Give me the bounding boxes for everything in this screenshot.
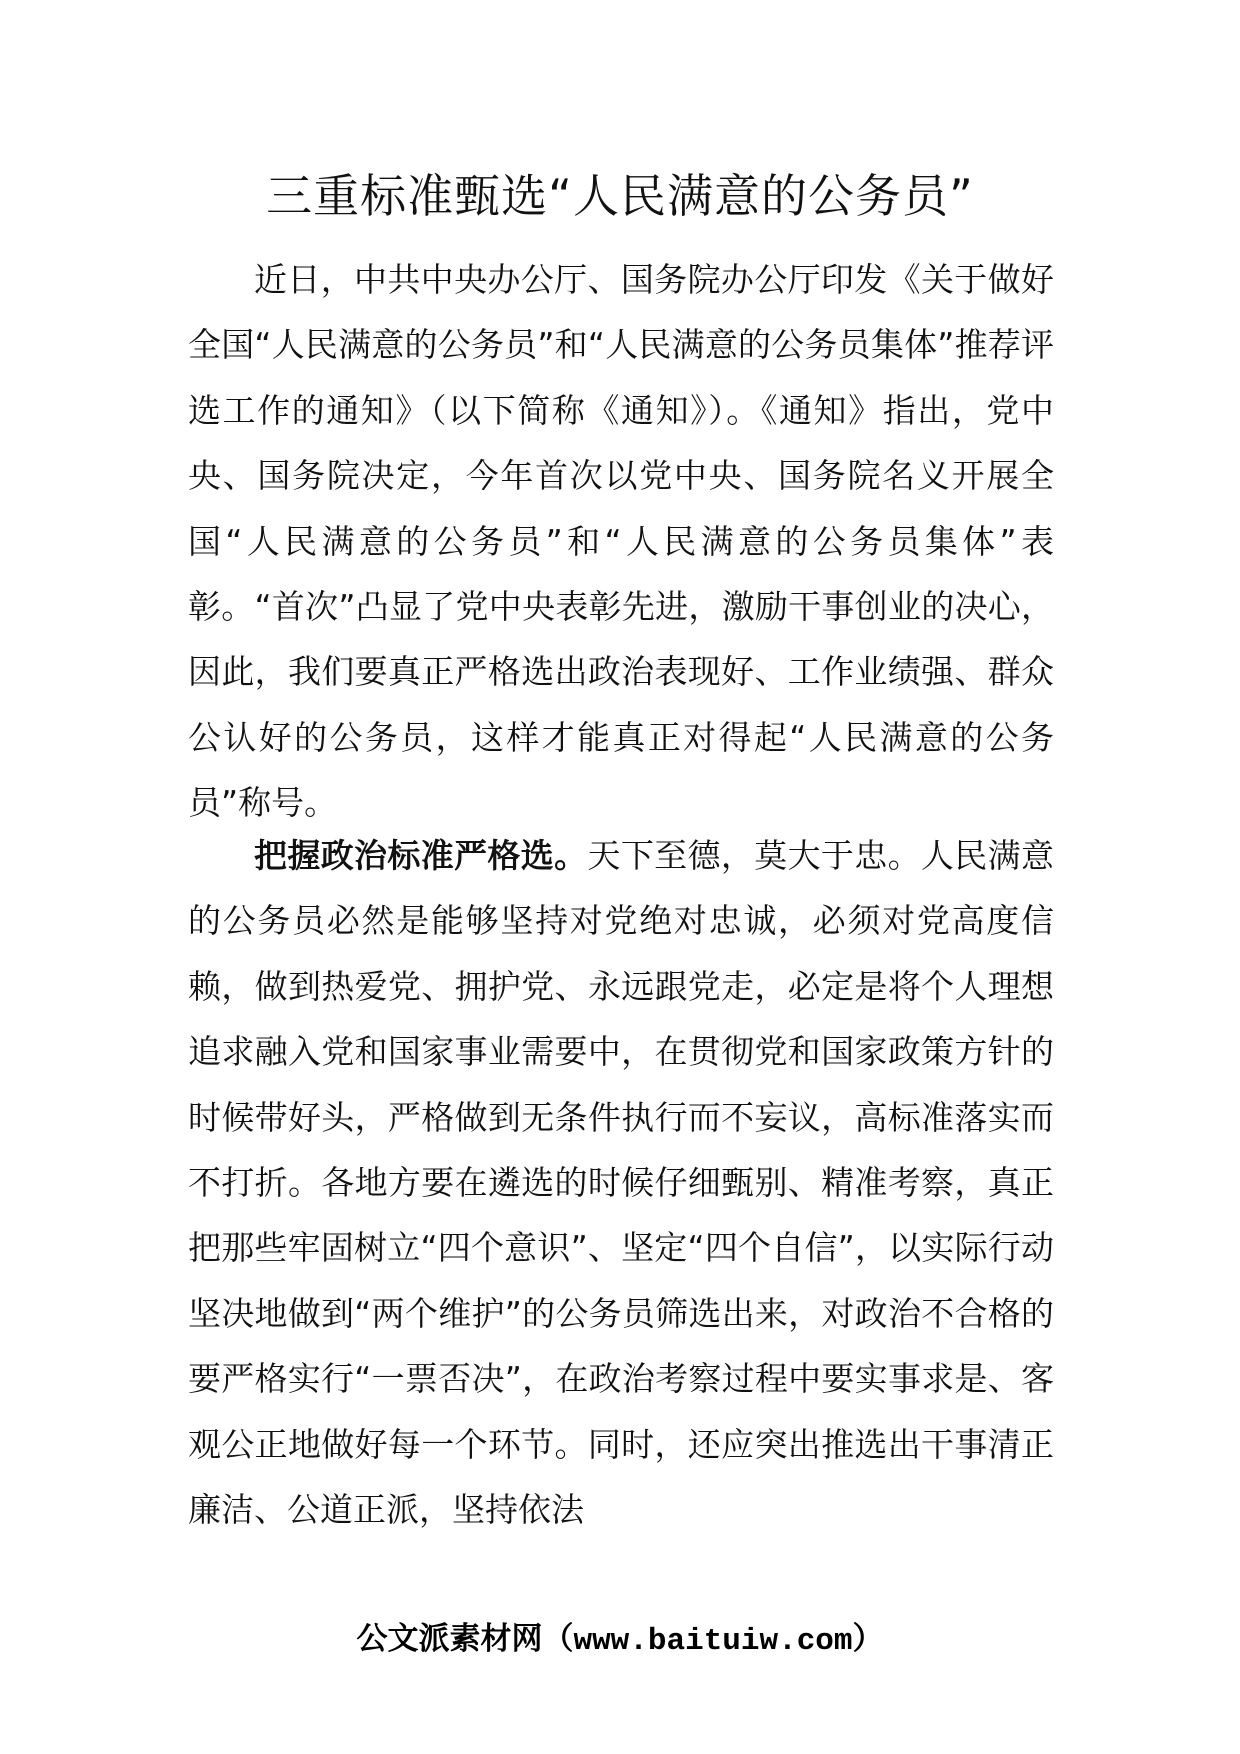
paragraph-intro-text: 近日，中共中央办公厅、国务院办公厅印发《关于做好全国“人民满意的公务员”和“人民满意的公务员集体”推荐评选工作的通知》（以下简称《通知》）。《通知》指出，党中央、国务院决定，今年首次以党中央、国务院名义开展全国“人民满意的公务员”和“人民满意的公务员集体”表彰。“首次”凸显了党中央表彰先进，激励干事创业的决心，因此，我们要真正严格选出政治表现好、工作业绩强、群众公认好的公务员，这样才能真正对得起“人民满意的公务员”称号。 — [188, 260, 1054, 823]
paragraph-lead-heading: 把握政治标准严格选。 — [254, 836, 588, 875]
footer-close-paren: ） — [852, 1621, 884, 1657]
paragraph-intro — [188, 247, 1054, 836]
paragraph-political-standard-text: 天下至德，莫大于忠。人民满意的公务员必然是能够坚持对党绝对忠诚，必须对党高度信赖，做到热爱党、拥护党、永远跟党走，必定是将个人理想追求融入党和国家事业需要中，在贯彻党和国家政策方针的时候带好头，严格做到无条件执行而不妄议，高标准落实而不打折。各地方要在遴选的时候仔细甄别、精准考察，真正把那些牢固树立“四个意识”、坚定“四个自信”，以实际行动坚决地做到“两个维护”的公务员筛选出来，对政治不合格的要严格实行“一票否决”，在政治考察过程中要实事求是、客观公正地做好每一个环节。同时，还应突出推选出干事清正廉洁、公道正派，坚持依法 — [188, 836, 1055, 1530]
footer-open-paren: （ — [542, 1621, 574, 1657]
footer-url: www.baituiw.com — [573, 1624, 853, 1659]
paragraph-political-standard — [188, 823, 1054, 1542]
footer-source — [0, 1618, 1240, 1663]
footer-site-name: 公文派素材网 — [356, 1621, 543, 1657]
document-title: 三重标准甄选“人民满意的公务员” — [266, 169, 974, 223]
